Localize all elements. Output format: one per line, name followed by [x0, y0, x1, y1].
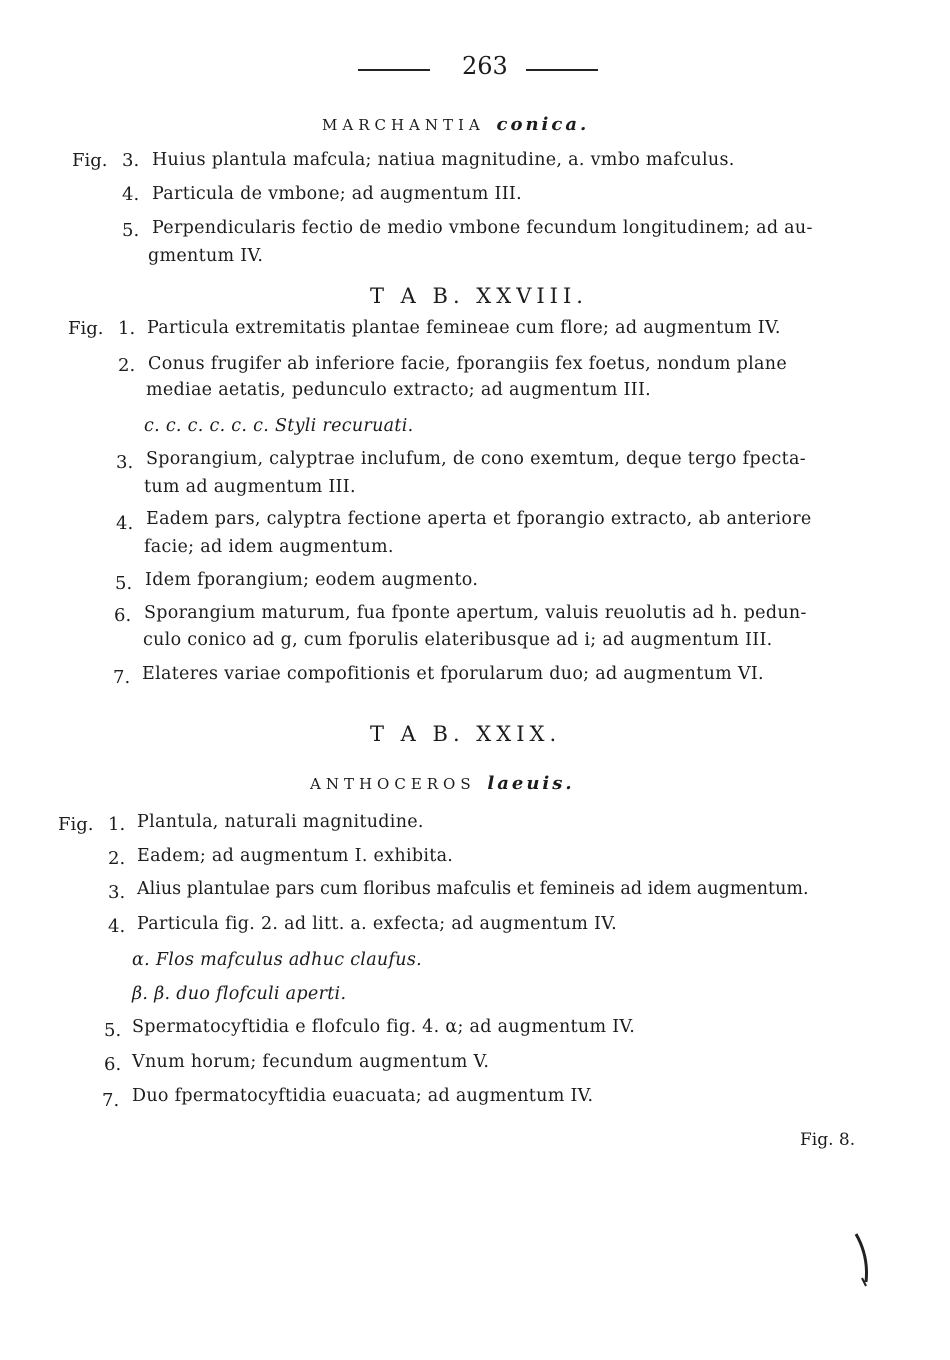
entry-text-continued: facie; ad idem augmentum. — [144, 537, 394, 557]
entry-number: 4. — [122, 184, 140, 205]
fig-label: Fig. — [68, 318, 104, 339]
anthoceros-heading — [310, 773, 575, 794]
entry-text: Elateres variae compofitionis et fporularum duo; ad augmentum VI. — [142, 664, 764, 684]
entry-text-continued: tum ad augmentum III. — [144, 477, 356, 497]
entry-number: 5. — [115, 573, 133, 594]
sub-entry-text: α. Flos mafculus adhuc claufus. — [132, 950, 422, 970]
entry-number: 7. — [102, 1090, 120, 1111]
header-rule-left — [358, 69, 430, 71]
marchantia-heading — [322, 114, 589, 135]
sub-entry-text: c. c. c. c. c. c. Styli recuruati. — [144, 416, 414, 436]
entry-number: 3. — [116, 452, 134, 473]
entry-number: 5. — [122, 220, 140, 241]
catchword: Fig. 8. — [800, 1130, 856, 1150]
species-name: laeuis. — [487, 773, 575, 794]
page-header — [358, 52, 598, 88]
entry-text: Sporangium maturum, fua fponte apertum, valuis reuolutis ad h. pedun- — [144, 603, 807, 623]
header-rule-right — [526, 69, 598, 71]
entry-text: Spermatocyftidia e flofculo fig. 4. α; ad augmentum IV. — [132, 1017, 636, 1037]
entry-text: Conus frugifer ab inferiore facie, fporangiis fex foetus, nondum plane — [148, 354, 787, 374]
sub-entry-text: β. β. duo flofculi aperti. — [132, 984, 347, 1004]
genus-name: MARCHANTIA — [322, 116, 485, 134]
entry-text-continued: mediae aetatis, pedunculo extracto; ad augmentum III. — [146, 380, 652, 400]
entry-text: Plantula, naturali magnitudine. — [137, 812, 424, 832]
genus-name: ANTHOCEROS — [310, 775, 476, 793]
entry-text: Eadem; ad augmentum I. exhibita. — [137, 846, 454, 866]
entry-text: Duo fpermatocyftidia euacuata; ad augmentum IV. — [132, 1086, 594, 1106]
entry-text: Sporangium, calyptrae inclufum, de cono exemtum, deque tergo fpecta- — [146, 449, 806, 469]
page-number: 263 — [462, 52, 508, 80]
entry-text: Vnum horum; fecundum augmentum V. — [132, 1052, 490, 1072]
entry-number: 4. — [108, 916, 126, 937]
entry-text-continued: culo conico ad g, cum fporulis elateribusque ad i; ad augmentum III. — [143, 630, 773, 650]
entry-text: Alius plantulae pars cum floribus mafculis et femineis ad idem augmentum. — [137, 879, 809, 899]
fig-label: Fig. — [58, 814, 94, 835]
scan-mark — [850, 1230, 880, 1290]
fig-label: Fig. — [72, 150, 108, 171]
entry-number: 1. — [108, 814, 126, 835]
entry-number: 2. — [108, 848, 126, 869]
entry-number: 5. — [104, 1020, 122, 1041]
entry-number: 7. — [113, 667, 131, 688]
entry-text: Particula de vmbone; ad augmentum III. — [152, 184, 522, 204]
entry-text: Huius plantula mafcula; natiua magnitudine, a. vmbo mafculus. — [152, 150, 735, 170]
entry-number: 3. — [122, 150, 140, 171]
species-name: conica. — [496, 114, 590, 135]
entry-number: 3. — [108, 882, 126, 903]
entry-number: 2. — [118, 355, 136, 376]
entry-number: 6. — [114, 605, 132, 626]
entry-number: 4. — [116, 513, 134, 534]
entry-text: Idem fporangium; eodem augmento. — [145, 570, 479, 590]
entry-text: Particula extremitatis plantae femineae cum flore; ad augmentum IV. — [147, 318, 781, 338]
entry-text: Eadem pars, calyptra fectione aperta et fporangio extracto, ab anteriore — [146, 509, 812, 529]
entry-number: 6. — [104, 1054, 122, 1075]
entry-number: 1. — [118, 318, 136, 339]
entry-text: Particula fig. 2. ad litt. a. exfecta; ad augmentum IV. — [137, 914, 618, 934]
plate-heading: T A B. XXVIII. — [370, 284, 588, 308]
plate-heading: T A B. XXIX. — [370, 722, 562, 746]
entry-text: Perpendicularis fectio de medio vmbone fecundum longitudinem; ad au- — [152, 218, 813, 238]
entry-text-continued: gmentum IV. — [148, 246, 264, 266]
